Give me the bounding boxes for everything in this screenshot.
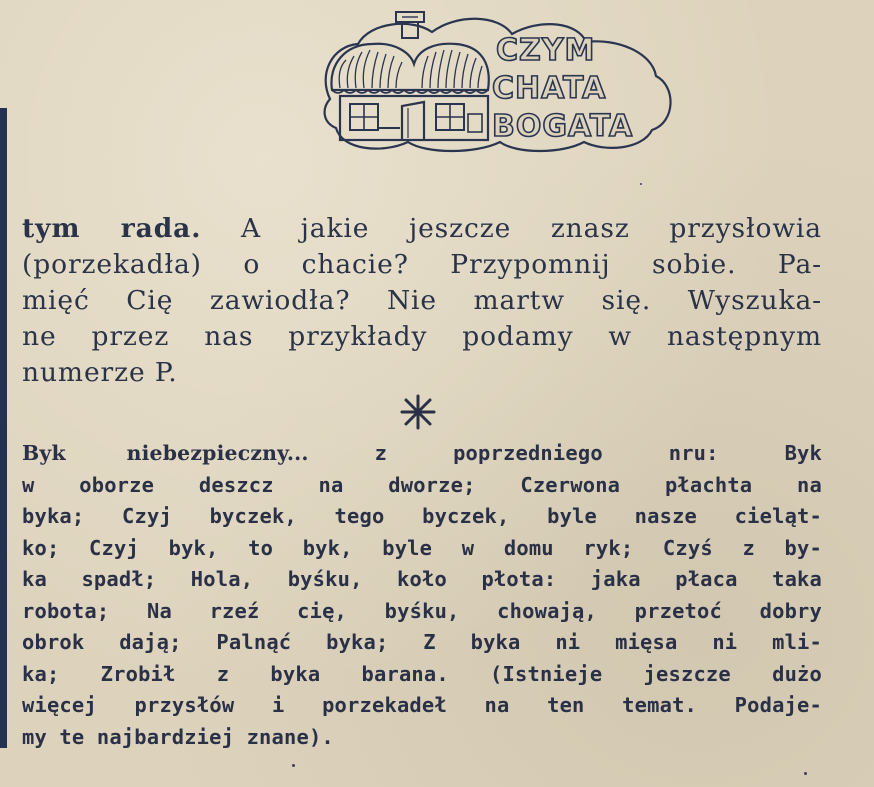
answer-line-7: obrok dają; Palnąć byka; Z byka ni mięsa ni mli-: [22, 630, 822, 654]
left-margin-rule: [0, 108, 7, 748]
answer-line-2: w oborze deszcz na dworze; Czerwona płachta na: [22, 472, 822, 497]
answer-line-8: ka; Zrobił z byka barana. (Istnieje jeszcze dużo: [22, 661, 822, 686]
svg-text:CHATA: CHATA: [492, 71, 607, 106]
print-speck: [640, 183, 642, 185]
answer-line-1: [22, 438, 822, 470]
asterisk-separator-icon: [398, 392, 438, 432]
answer-line-9: więcej przysłów i porzekadeł na ten temat. Podaje-: [22, 693, 822, 717]
answer-line-1-rest: z poprzedniego nru: Byk: [308, 441, 823, 465]
intro-line-1-rest: A jakie jeszcze znasz przysłowia: [201, 213, 822, 244]
svg-text:CZYM: CZYM: [496, 33, 596, 68]
svg-text:BOGATA: BOGATA: [492, 109, 634, 144]
answer-heading: Byk niebezpieczny...: [22, 441, 309, 465]
czym-chata-bogata-logo: [316, 4, 678, 154]
answer-line-4: ko; Czyj byk, to byk, byle w domu ryk; Czyś z by-: [22, 535, 822, 560]
intro-paragraph: [22, 211, 822, 391]
print-speck: [804, 772, 807, 775]
intro-bold-lead: tym rada.: [22, 213, 202, 244]
answer-line-10: my te najbardziej znane).: [22, 724, 334, 749]
print-speck: [292, 764, 295, 767]
answer-paragraph: [22, 438, 822, 753]
intro-line-5: numerze P.: [22, 357, 178, 388]
answer-line-5: ka spadł; Hola, byśku, koło płota: jaka płaca taka: [22, 567, 822, 591]
answer-line-3: byka; Czyj byczek, tego byczek, byle nasze cieląt-: [22, 504, 822, 528]
intro-line-1: [22, 211, 822, 247]
answer-line-6: robota; Na rzeź cię, byśku, chowają, przetoć dobry: [22, 598, 822, 623]
intro-line-4: ne przez nas przykłady podamy w następnym: [22, 321, 822, 352]
intro-line-2: (porzekadła) o chacie? Przypomnij sobie. Pa-: [22, 249, 822, 280]
intro-line-3: mięć Cię zawiodła? Nie martw się. Wyszuka-: [22, 285, 822, 316]
